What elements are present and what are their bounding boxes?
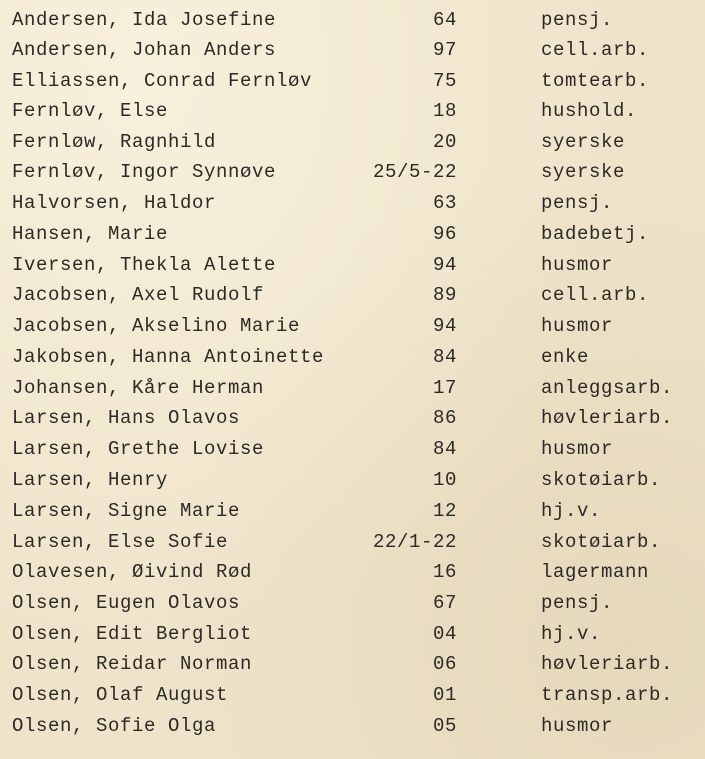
person-number: 25/5-22 xyxy=(372,161,457,183)
person-number: 86 xyxy=(432,407,457,429)
person-number: 94 xyxy=(432,254,457,276)
person-name: Larsen, Signe Marie xyxy=(12,500,241,522)
person-number: 75 xyxy=(432,70,457,92)
list-item xyxy=(0,711,705,741)
person-name: Fernløw, Ragnhild xyxy=(12,131,217,153)
person-number: 64 xyxy=(432,9,457,31)
person-occupation: høvleriarb. xyxy=(541,653,674,675)
list-item xyxy=(0,157,705,187)
list-item xyxy=(0,35,705,65)
list-item xyxy=(0,311,705,341)
person-name: Larsen, Henry xyxy=(12,469,169,491)
person-occupation: hushold. xyxy=(541,100,638,122)
list-item xyxy=(0,527,705,557)
person-name: Olsen, Eugen Olavos xyxy=(12,592,241,614)
person-number: 16 xyxy=(432,561,457,583)
person-occupation: badebetj. xyxy=(541,223,650,245)
person-occupation: husmor xyxy=(541,254,614,276)
person-number: 84 xyxy=(432,438,457,460)
person-number: 89 xyxy=(432,284,457,306)
person-name: Andersen, Johan Anders xyxy=(12,39,277,61)
list-item xyxy=(0,219,705,249)
person-occupation: enke xyxy=(541,346,590,368)
person-number: 84 xyxy=(432,346,457,368)
person-name: Jacobsen, Axel Rudolf xyxy=(12,284,265,306)
list-item xyxy=(0,96,705,126)
person-name: Iversen, Thekla Alette xyxy=(12,254,277,276)
person-occupation: transp.arb. xyxy=(541,684,674,706)
person-number: 18 xyxy=(432,100,457,122)
list-item xyxy=(0,680,705,710)
list-item xyxy=(0,496,705,526)
person-name: Hansen, Marie xyxy=(12,223,169,245)
person-name: Olsen, Reidar Norman xyxy=(12,653,253,675)
person-number: 94 xyxy=(432,315,457,337)
person-occupation: skotøiarb. xyxy=(541,531,662,553)
person-occupation: syerske xyxy=(541,131,626,153)
person-number: 06 xyxy=(432,653,457,675)
person-number: 97 xyxy=(432,39,457,61)
list-item xyxy=(0,649,705,679)
person-number: 63 xyxy=(432,192,457,214)
list-item xyxy=(0,557,705,587)
person-name: Larsen, Hans Olavos xyxy=(12,407,241,429)
person-occupation: tomtearb. xyxy=(541,70,650,92)
person-name: Olsen, Olaf August xyxy=(12,684,229,706)
list-item xyxy=(0,250,705,280)
person-name: Andersen, Ida Josefine xyxy=(12,9,277,31)
person-occupation: husmor xyxy=(541,715,614,737)
person-occupation: skotøiarb. xyxy=(541,469,662,491)
person-name: Halvorsen, Haldor xyxy=(12,192,217,214)
person-name: Olsen, Sofie Olga xyxy=(12,715,217,737)
person-number: 12 xyxy=(432,500,457,522)
person-name: Olsen, Edit Bergliot xyxy=(12,623,253,645)
person-name: Fernløv, Else xyxy=(12,100,169,122)
list-item xyxy=(0,403,705,433)
person-occupation: pensj. xyxy=(541,9,614,31)
person-occupation: lagermann xyxy=(541,561,650,583)
person-number: 67 xyxy=(432,592,457,614)
person-occupation: syerske xyxy=(541,161,626,183)
person-number: 04 xyxy=(432,623,457,645)
person-name: Fernløv, Ingor Synnøve xyxy=(12,161,277,183)
person-occupation: hj.v. xyxy=(541,500,602,522)
list-item xyxy=(0,188,705,218)
person-occupation: pensj. xyxy=(541,592,614,614)
list-item xyxy=(0,434,705,464)
list-item xyxy=(0,465,705,495)
list-item xyxy=(0,127,705,157)
person-number: 22/1-22 xyxy=(372,531,457,553)
list-item xyxy=(0,5,705,35)
person-occupation: husmor xyxy=(541,315,614,337)
person-name: Jakobsen, Hanna Antoinette xyxy=(12,346,325,368)
list-item xyxy=(0,66,705,96)
person-name: Jacobsen, Akselino Marie xyxy=(12,315,301,337)
list-item xyxy=(0,588,705,618)
list-item xyxy=(0,342,705,372)
person-name: Olavesen, Øivind Rød xyxy=(12,561,253,583)
person-number: 05 xyxy=(432,715,457,737)
person-number: 20 xyxy=(432,131,457,153)
list-item xyxy=(0,373,705,403)
person-name: Larsen, Else Sofie xyxy=(12,531,229,553)
person-name: Elliassen, Conrad Fernløv xyxy=(12,70,313,92)
person-number: 10 xyxy=(432,469,457,491)
person-number: 01 xyxy=(432,684,457,706)
person-name: Larsen, Grethe Lovise xyxy=(12,438,265,460)
person-occupation: anleggsarb. xyxy=(541,377,674,399)
list-item xyxy=(0,619,705,649)
person-number: 96 xyxy=(432,223,457,245)
person-occupation: høvleriarb. xyxy=(541,407,674,429)
person-name: Johansen, Kåre Herman xyxy=(12,377,265,399)
person-number: 17 xyxy=(432,377,457,399)
person-occupation: hj.v. xyxy=(541,623,602,645)
list-item xyxy=(0,280,705,310)
person-occupation: cell.arb. xyxy=(541,284,650,306)
person-occupation: pensj. xyxy=(541,192,614,214)
person-occupation: cell.arb. xyxy=(541,39,650,61)
person-occupation: husmor xyxy=(541,438,614,460)
